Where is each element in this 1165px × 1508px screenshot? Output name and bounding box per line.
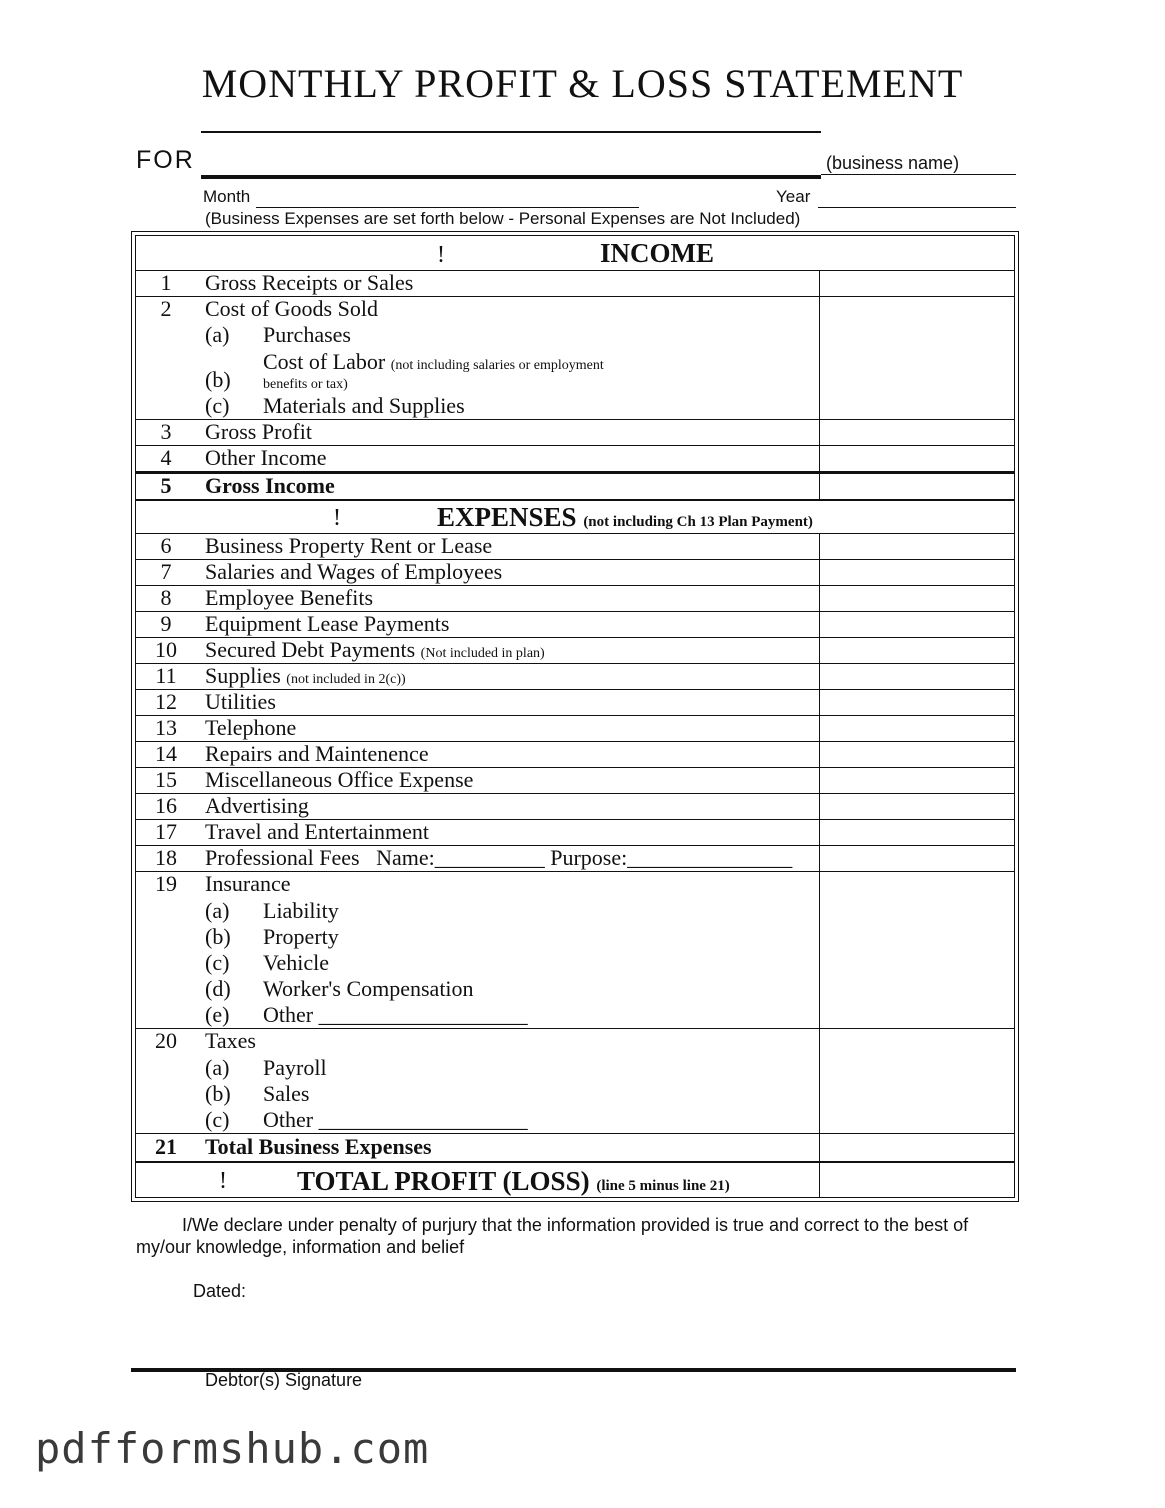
row-num-6: 6	[160, 533, 172, 558]
year-label: Year	[776, 187, 811, 206]
dated-label: Dated:	[193, 1281, 247, 1301]
amount-field[interactable]	[820, 612, 1015, 637]
amount-field[interactable]	[820, 446, 1015, 471]
row-num-19: 19	[155, 871, 177, 896]
row-num-16: 16	[155, 793, 177, 818]
for-label: FOR	[136, 146, 195, 174]
total-heading-note: (line 5 minus line 21)	[596, 1178, 730, 1194]
amount-field[interactable]	[820, 742, 1015, 767]
total-heading	[297, 1166, 730, 1197]
amount-field[interactable]	[820, 534, 1015, 559]
row-num-3: 3	[160, 419, 172, 444]
row-num-1: 1	[160, 270, 172, 295]
row-label-materials: Materials and Supplies	[263, 393, 465, 418]
row-label-gross-income: Gross Income	[205, 473, 335, 498]
expenses-heading-note: (not including Ch 13 Plan Payment)	[583, 514, 813, 530]
signature-label: Debtor(s) Signature	[205, 1370, 363, 1390]
amount-field[interactable]	[820, 473, 1015, 499]
declaration-text: I/We declare under penalty of purjury that the information provided is true and correct to the best of my/our knowledge, information and belief	[136, 1215, 969, 1257]
row-label-travel: Travel and Entertainment	[205, 819, 430, 844]
amount-field[interactable]	[820, 1134, 1015, 1161]
sub-letter-19b: (b)	[205, 924, 231, 949]
row-label-cost-of-labor	[263, 349, 604, 375]
total-marker: !	[219, 1168, 227, 1194]
cost-of-labor-text: Cost of Labor	[263, 349, 386, 374]
row-label-equipment-lease: Equipment Lease Payments	[205, 611, 450, 636]
sub-letter-2c: (c)	[205, 393, 230, 418]
row-label-taxes: Taxes	[205, 1028, 256, 1053]
sub-letter-2a: (a)	[205, 322, 230, 347]
row-num-8: 8	[160, 585, 172, 610]
income-marker: !	[437, 242, 445, 268]
sub-letter-19e: (e)	[205, 1002, 230, 1027]
row-divider	[136, 499, 1015, 501]
row-label-advertising: Advertising	[205, 793, 309, 818]
business-name-field[interactable]	[201, 175, 821, 179]
amount-field[interactable]	[820, 297, 1015, 419]
amount-field[interactable]	[820, 560, 1015, 585]
sub-letter-20a: (a)	[205, 1055, 230, 1080]
row-num-17: 17	[155, 819, 177, 844]
sub-letter-20c: (c)	[205, 1107, 230, 1132]
sub-letter-20b: (b)	[205, 1081, 231, 1106]
row-label-supplies	[205, 663, 406, 689]
amount-field[interactable]	[820, 690, 1015, 715]
title-underline	[201, 131, 821, 133]
row-label-utilities: Utilities	[205, 689, 276, 714]
row-num-18: 18	[155, 845, 177, 870]
secured-debt-text: Secured Debt Payments	[205, 637, 416, 662]
amount-field[interactable]	[820, 271, 1015, 296]
row-label-professional-fees: Professional Fees Name:__________ Purpose:_______________	[205, 845, 793, 870]
amount-field[interactable]	[820, 638, 1015, 663]
sub-letter-2b: (b)	[205, 367, 231, 392]
row-label-payroll: Payroll	[263, 1055, 327, 1080]
row-label-telephone: Telephone	[205, 715, 297, 740]
business-name-label: (business name)	[826, 153, 960, 173]
row-num-2: 2	[160, 296, 172, 321]
amount-field[interactable]	[820, 768, 1015, 793]
secured-debt-note: (Not included in plan)	[420, 646, 545, 661]
expenses-heading	[437, 502, 813, 533]
row-num-4: 4	[160, 445, 172, 470]
expenses-heading-text: EXPENSES	[437, 502, 577, 532]
row-label-sales: Sales	[263, 1081, 310, 1106]
row-num-15: 15	[155, 767, 177, 792]
row-num-10: 10	[155, 637, 177, 662]
amount-field[interactable]	[820, 1029, 1015, 1133]
year-field[interactable]	[818, 207, 1016, 208]
cost-of-labor-note: (not including salaries or employment	[390, 358, 604, 373]
row-label-other-income: Other Income	[205, 445, 327, 470]
amount-field[interactable]	[820, 794, 1015, 819]
row-label-total-expenses: Total Business Expenses	[205, 1134, 432, 1159]
sub-letter-19a: (a)	[205, 898, 230, 923]
row-label-purchases: Purchases	[263, 322, 351, 347]
sub-letter-19c: (c)	[205, 950, 230, 975]
row-num-13: 13	[155, 715, 177, 740]
supplies-note: (not included in 2(c))	[286, 672, 406, 687]
row-label-benefits: Employee Benefits	[205, 585, 374, 610]
row-label-gross-profit: Gross Profit	[205, 419, 312, 444]
row-label-workers-comp: Worker's Compensation	[263, 976, 474, 1001]
expenses-note: (Business Expenses are set forth below - Personal Expenses are Not Included)	[205, 209, 801, 228]
row-label-vehicle: Vehicle	[263, 950, 329, 975]
cost-of-labor-note-2: benefits or tax)	[263, 377, 348, 392]
amount-field[interactable]	[820, 1163, 1015, 1197]
income-heading: INCOME	[600, 238, 714, 268]
row-label-secured-debt	[205, 637, 545, 663]
business-name-field-extension	[821, 174, 1016, 175]
row-label-insurance: Insurance	[205, 871, 291, 896]
amount-field[interactable]	[820, 846, 1015, 871]
row-num-9: 9	[160, 611, 172, 636]
sub-letter-19d: (d)	[205, 976, 231, 1001]
month-field[interactable]	[256, 207, 639, 208]
expenses-marker: !	[333, 505, 341, 531]
row-label-taxes-other: Other ___________________	[263, 1107, 528, 1132]
month-label: Month	[203, 187, 251, 206]
row-num-14: 14	[155, 741, 177, 766]
watermark-text: pdfformshub.com	[35, 1424, 430, 1473]
row-label-salaries: Salaries and Wages of Employees	[205, 559, 503, 584]
form-title: MONTHLY PROFIT & LOSS STATEMENT	[201, 61, 964, 106]
row-num-5: 5	[160, 473, 172, 498]
row-label-gross-receipts: Gross Receipts or Sales	[205, 270, 414, 295]
supplies-text: Supplies	[205, 663, 281, 688]
row-label-cost-of-goods: Cost of Goods Sold	[205, 296, 378, 321]
amount-field[interactable]	[820, 716, 1015, 741]
amount-field[interactable]	[820, 820, 1015, 845]
row-label-insurance-other: Other ___________________	[263, 1002, 528, 1027]
row-num-11: 11	[155, 663, 177, 688]
row-label-repairs: Repairs and Maintenence	[205, 741, 429, 766]
amount-field[interactable]	[820, 420, 1015, 445]
row-label-liability: Liability	[263, 898, 339, 923]
amount-field[interactable]	[820, 664, 1015, 689]
row-num-20: 20	[155, 1028, 177, 1053]
row-num-21: 21	[155, 1134, 177, 1159]
row-num-12: 12	[155, 689, 177, 714]
row-label-property: Property	[263, 924, 339, 949]
amount-field[interactable]	[820, 586, 1015, 611]
row-label-misc-office: Miscellaneous Office Expense	[205, 767, 474, 792]
row-num-7: 7	[160, 559, 172, 584]
total-heading-text: TOTAL PROFIT (LOSS)	[297, 1166, 590, 1196]
row-label-rent: Business Property Rent or Lease	[205, 533, 493, 558]
amount-field[interactable]	[820, 872, 1015, 1028]
